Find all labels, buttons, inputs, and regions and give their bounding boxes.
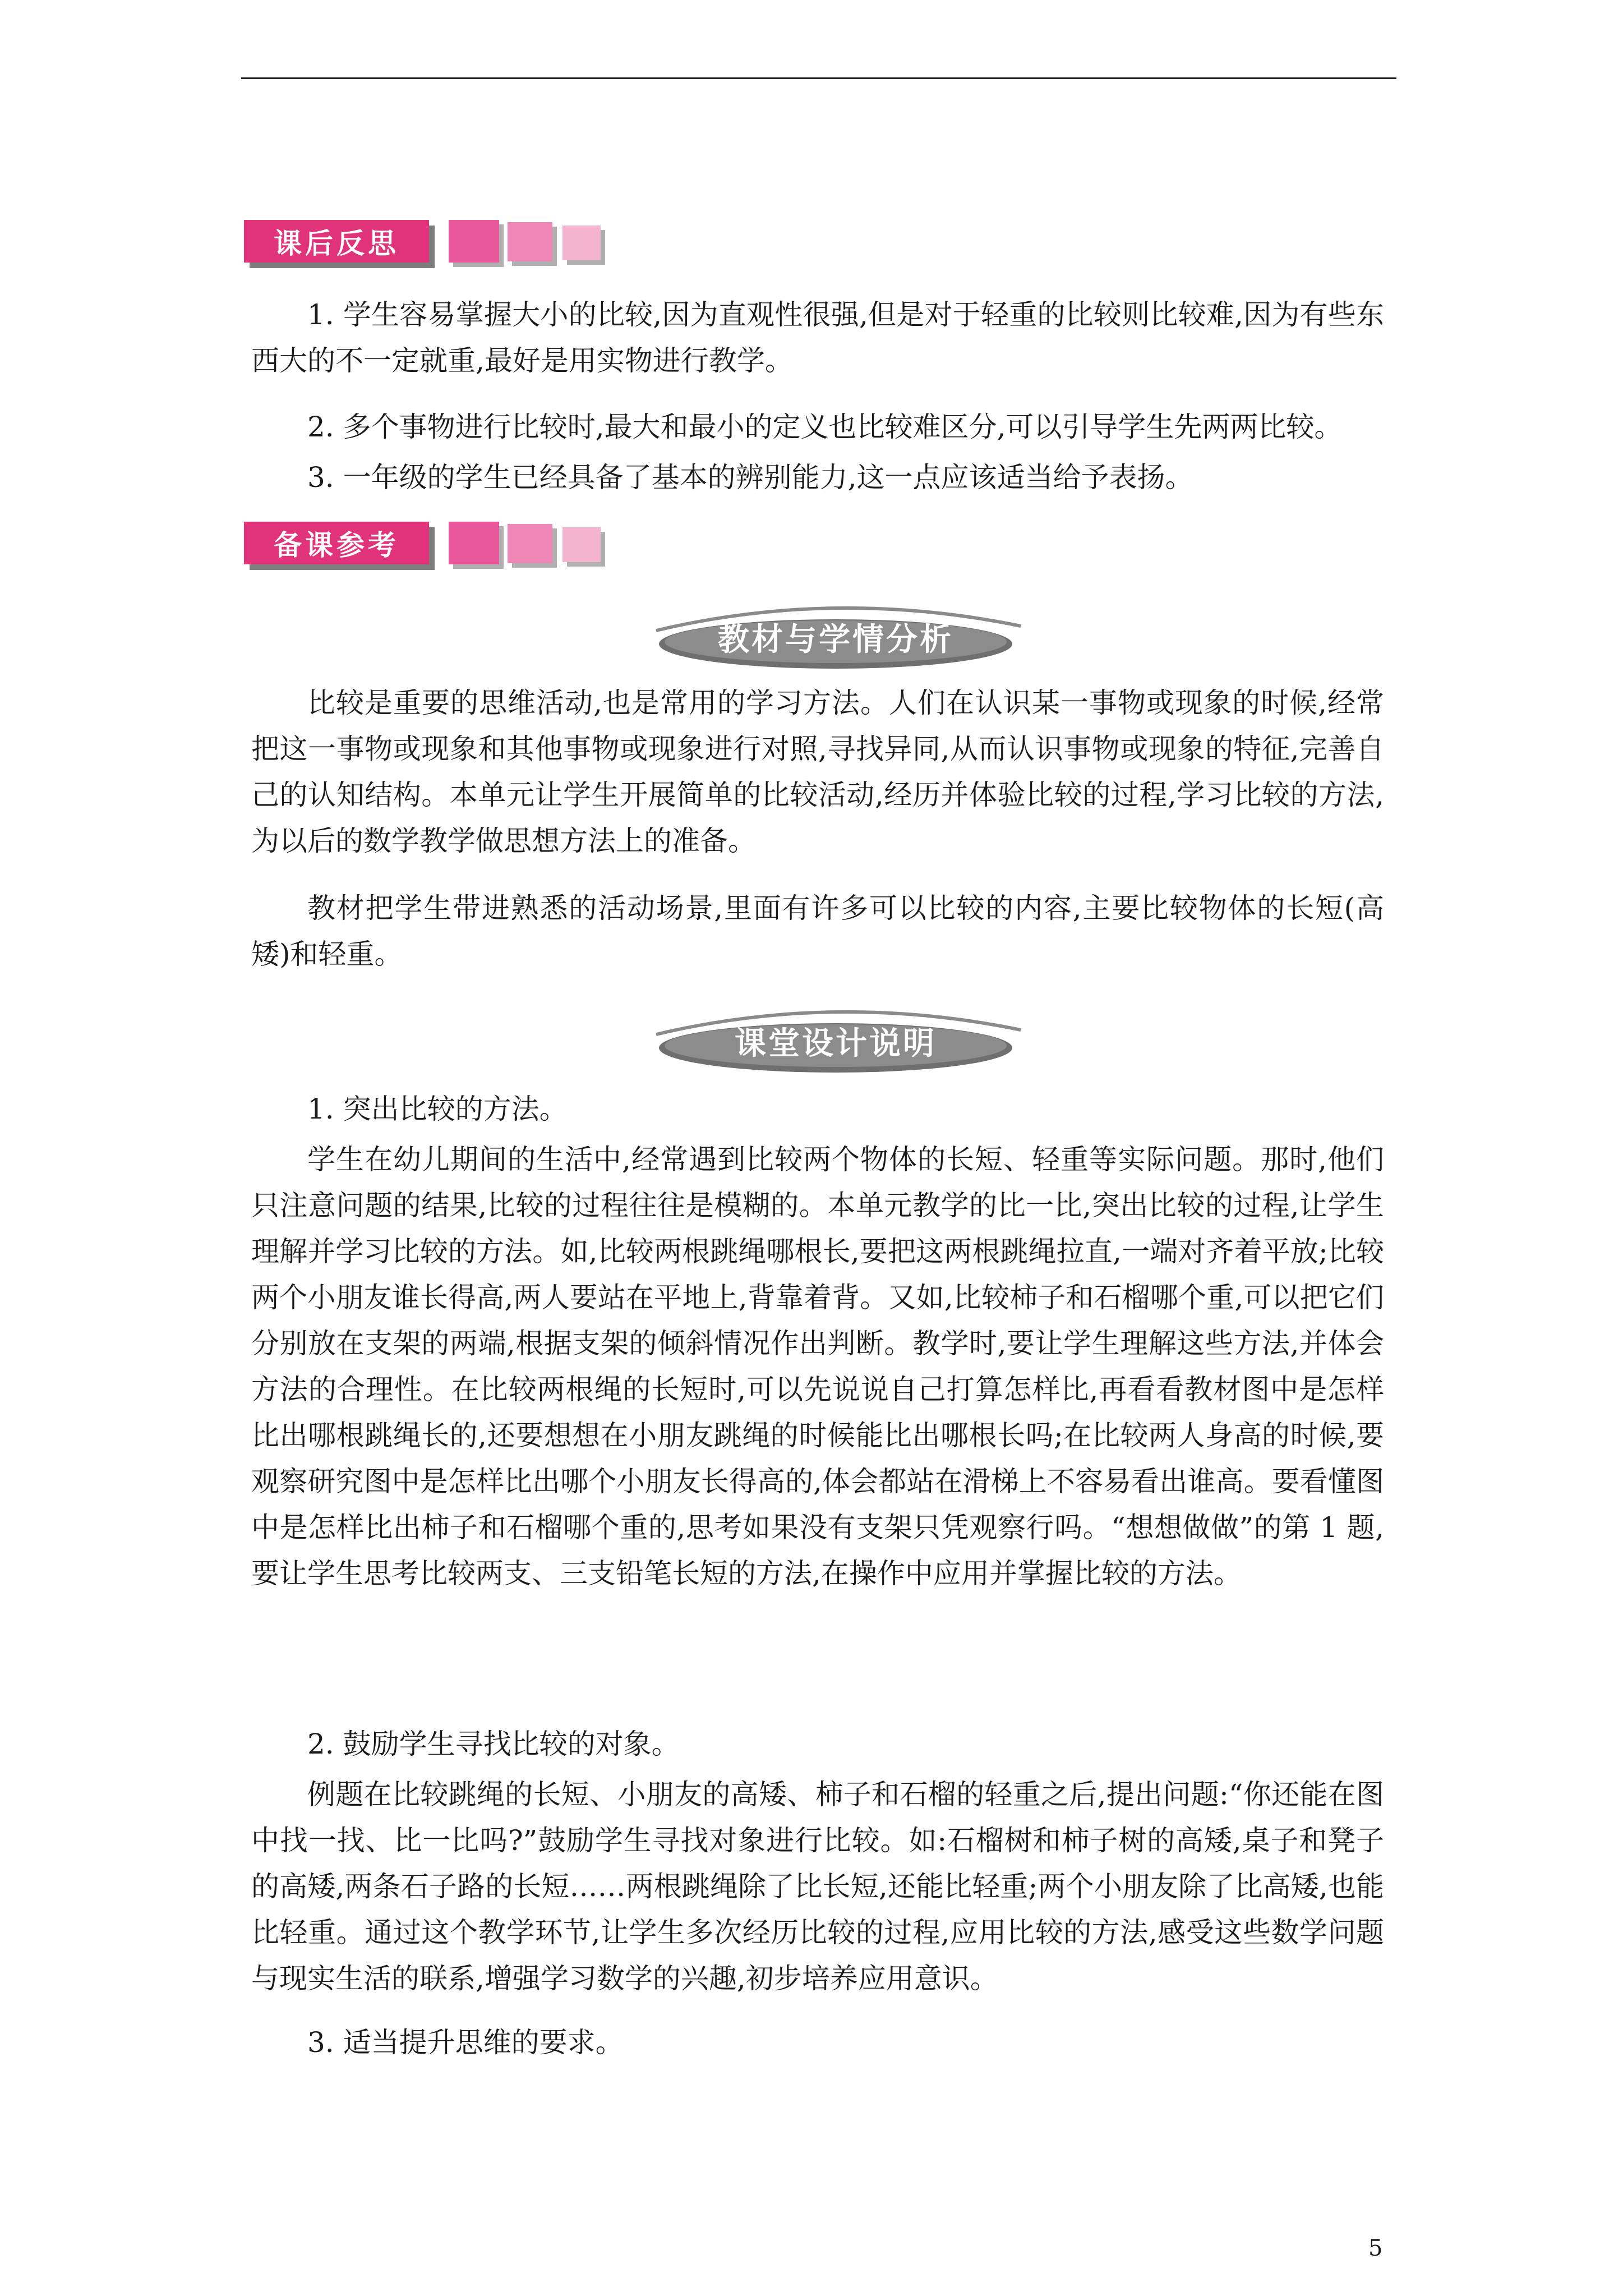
analysis-paragraph-2: 教材把学生带进熟悉的活动场景,里面有许多可以比较的内容,主要比较物体的长短(高矮)和轻重。 <box>251 892 1384 970</box>
reflection-item-2: 2. 多个事物进行比较时,最大和最小的定义也比较难区分,可以引导学生先两两比较。 <box>307 411 1343 443</box>
decor-square <box>449 522 499 564</box>
design-heading-2: 2. 鼓励学生寻找比较的对象。 <box>307 1728 680 1760</box>
decor-square <box>508 524 552 563</box>
banner-design <box>634 1002 1038 1075</box>
banner-title: 课堂设计说明 <box>735 1025 937 1062</box>
banner-title: 教材与学情分析 <box>718 622 953 658</box>
decor-square <box>449 220 499 263</box>
reflection-item-3: 3. 一年级的学生已经具备了基本的辨别能力,这一点应该适当给予表扬。 <box>307 461 1193 494</box>
decor-square <box>562 226 601 260</box>
page-number: 5 <box>1368 2235 1383 2261</box>
reflection-item-1: 1. 学生容易掌握大小的比较,因为直观性很强,但是对于轻重的比较则比较难,因为有些东西大的不一定就重,最好是用实物进行教学。 <box>251 298 1384 377</box>
design-heading-1: 1. 突出比较的方法。 <box>307 1093 568 1125</box>
section-header-reference <box>244 519 429 567</box>
section-title: 备课参考 <box>244 522 429 564</box>
banner-analysis <box>634 598 1038 671</box>
section-header-reflection <box>244 218 429 265</box>
decor-square <box>508 222 552 261</box>
decor-square <box>562 527 601 562</box>
header-rule <box>241 77 1396 79</box>
design-paragraph-2: 例题在比较跳绳的长短、小朋友的高矮、柿子和石榴的轻重之后,提出问题:“你还能在图中找一找、比一比吗?”鼓励学生寻找对象进行比较。如:石榴树和柿子树的高矮,桌子和凳子的高矮,两条石子路的长短……两根跳绳除了比长短,还能比轻重;两个小朋友除了比高矮,也能比轻重。通过这个教学环节,让学生多次经历比较的过程,应用比较的方法,感受这些数学问题与现实生活的联系,增强学习数学的兴趣,初步培养应用意识。 <box>251 1778 1384 1995</box>
analysis-paragraph-1: 比较是重要的思维活动,也是常用的学习方法。人们在认识某一事物或现象的时候,经常把这一事物或现象和其他事物或现象进行对照,寻找异同,从而认识事物或现象的特征,完善自己的认知结构。本单元让学生开展简单的比较活动,经历并体验比较的过程,学习比较的方法,为以后的数学教学做思想方法上的准备。 <box>251 687 1384 857</box>
section-title: 课后反思 <box>244 220 429 263</box>
design-heading-3: 3. 适当提升思维的要求。 <box>307 2026 624 2059</box>
design-paragraph-1: 学生在幼儿期间的生活中,经常遇到比较两个物体的长短、轻重等实际问题。那时,他们只注意问题的结果,比较的过程往往是模糊的。本单元教学的比一比,突出比较的过程,让学生理解并学习比较的方法。如,比较两根跳绳哪根长,要把这两根跳绳拉直,一端对齐着平放;比较两个小朋友谁长得高,两人要站在平地上,背靠着背。又如,比较柿子和石榴哪个重,可以把它们分别放在支架的两端,根据支架的倾斜情况作出判断。教学时,要让学生理解这些方法,并体会方法的合理性。在比较两根绳的长短时,可以先说说自己打算怎样比,再看看教材图中是怎样比出哪根跳绳长的,还要想想在小朋友跳绳的时候能比出哪根长吗;在比较两人身高的时候,要观察研究图中是怎样比出哪个小朋友长得高的,体会都站在滑梯上不容易看出谁高。要看懂图中是怎样比出柿子和石榴哪个重的,思考如果没有支架只凭观察行吗。“想想做做”的第 1 题,要让学生思考比较两支、三支铅笔长短的方法,在操作中应用并掌握比较的方法。 <box>251 1143 1384 1590</box>
